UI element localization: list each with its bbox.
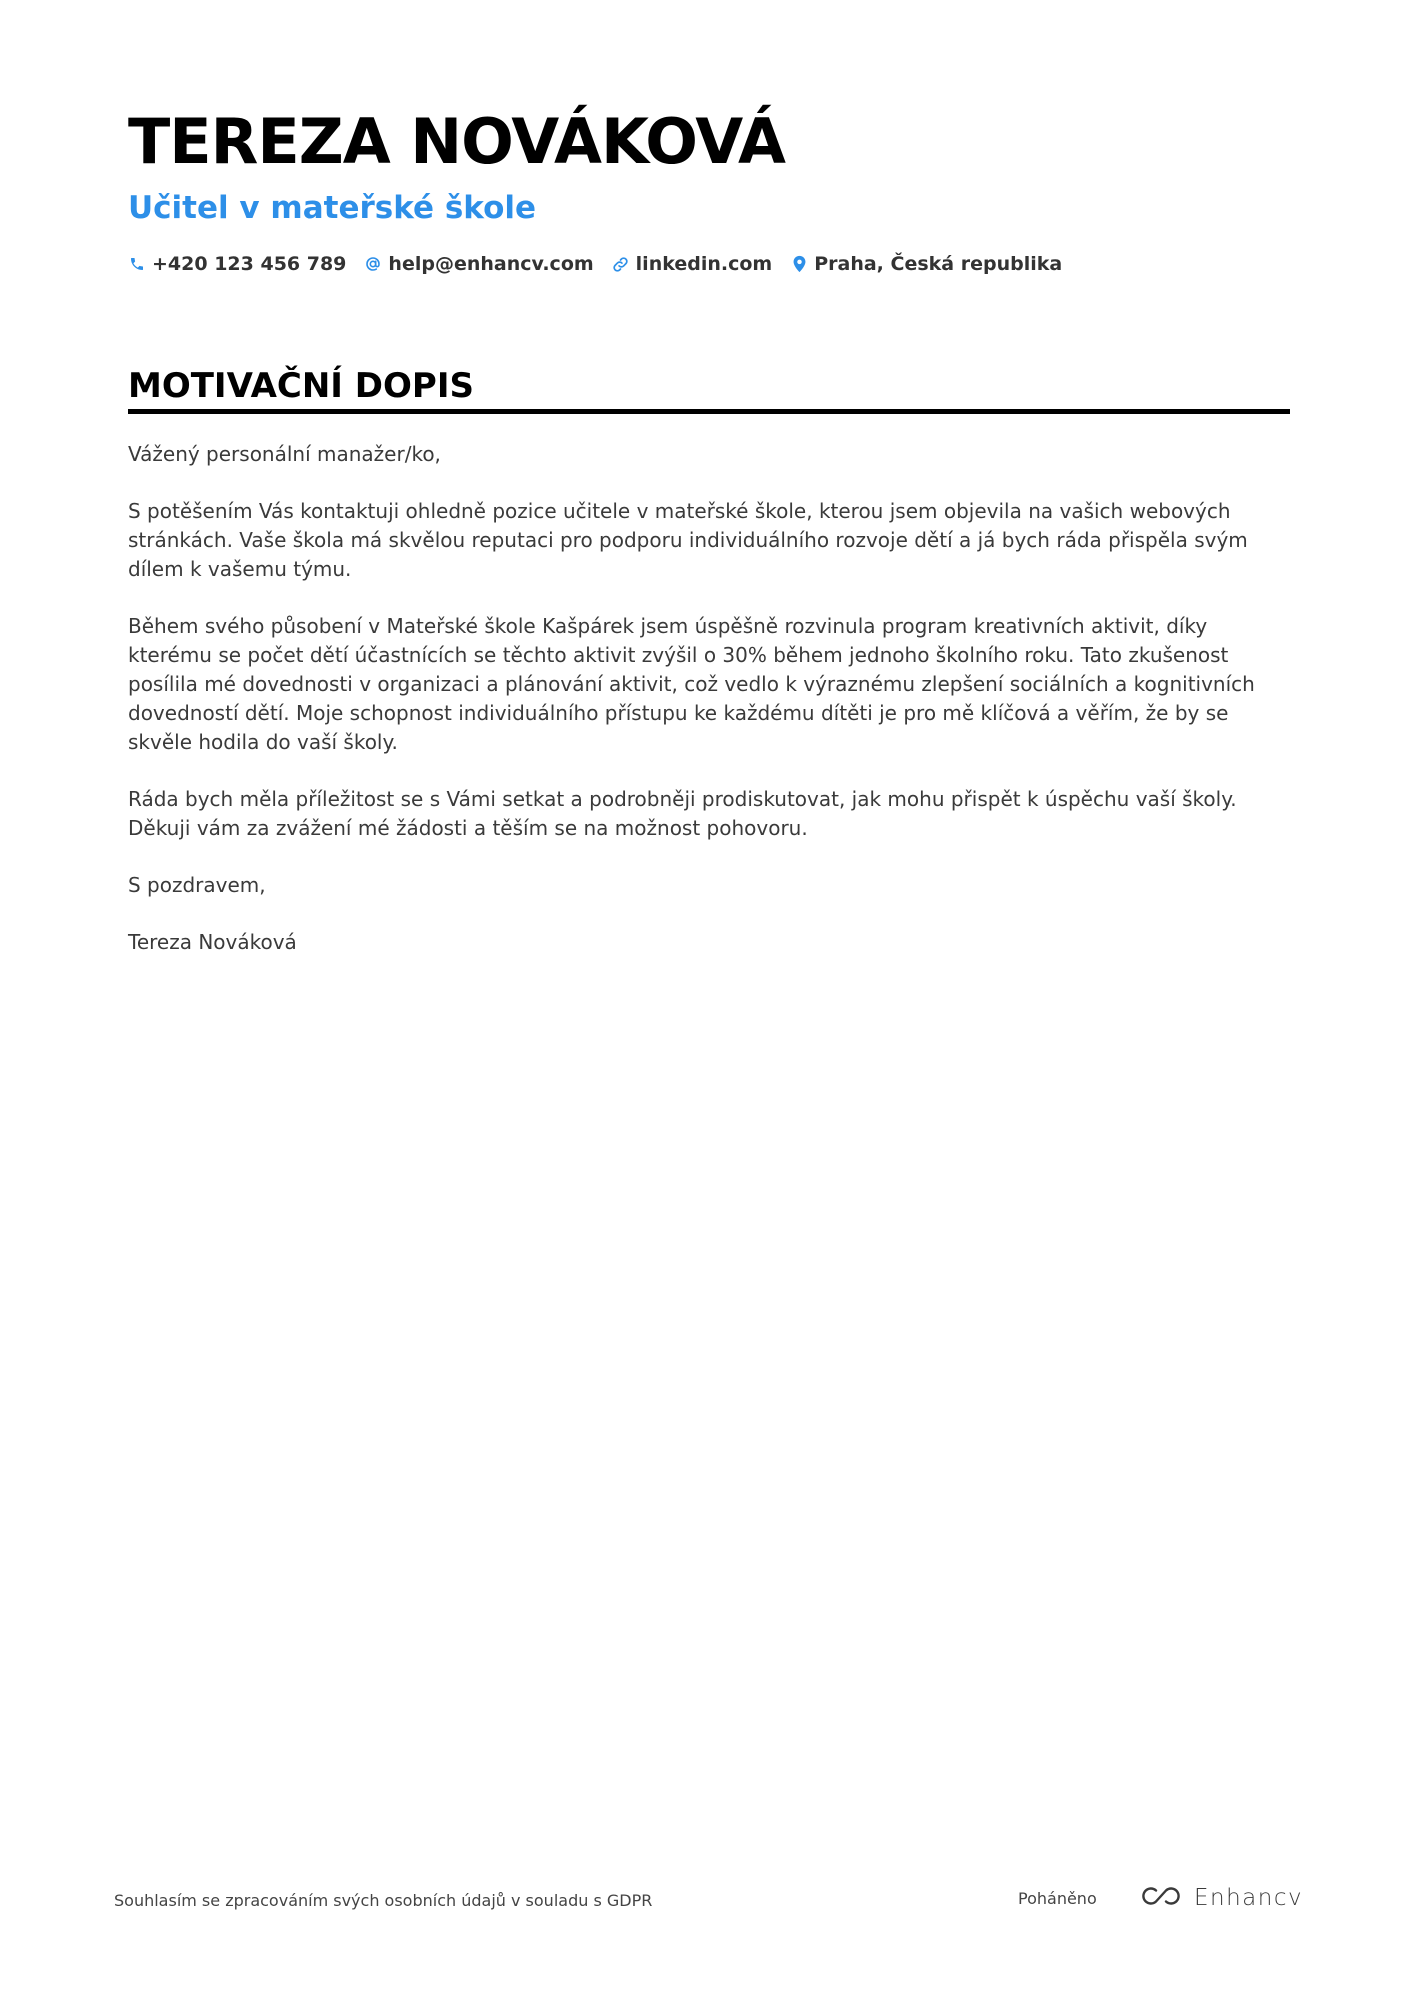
enhancv-logo-text: Enhancv xyxy=(1194,1885,1304,1911)
gdpr-consent-text: Souhlasím se zpracováním svých osobních údajů v souladu s GDPR xyxy=(114,1891,653,1910)
contact-location-text: Praha, Česká republika xyxy=(814,253,1063,275)
powered-by-label: Poháněno xyxy=(1018,1889,1097,1908)
letter-salutation: Vážený personální manažer/ko, xyxy=(128,442,441,466)
letter-paragraph: Ráda bych měla příležitost se s Vámi setkat a podrobněji prodiskutovat, jak mohu přispět k úspěchu vaší školy. Děkuji vám za zvážení mé žádosti a těším se na možnost pohovoru. xyxy=(128,787,1237,840)
phone-icon xyxy=(128,255,146,273)
contact-phone-text: +420 123 456 789 xyxy=(152,253,347,275)
enhancv-logo-icon xyxy=(1138,1884,1184,1912)
section-divider xyxy=(128,409,1290,414)
letter-paragraph: Během svého působení v Mateřské škole Kašpárek jsem úspěšně rozvinula program kreativních aktivit, díky kterému se počet dětí účastnících se těchto aktivit zvýšil o 30% během jednoho školního roku. Tato zkušenost posílila mé dovednosti v organizaci a plánování aktivit, což vedlo k výraznému zlepšení sociálních a kognitivních dovedností dětí. Moje schopnost individuálního přístupu ke každému dítěti je pro mě klíčová a věřím, že by se skvěle hodila do vaší školy. xyxy=(128,614,1255,754)
job-title: Učitel v mateřské škole xyxy=(128,190,537,226)
contact-linkedin-text[interactable]: linkedin.com xyxy=(635,253,773,275)
contact-bar xyxy=(128,253,1062,275)
contact-phone xyxy=(128,253,346,275)
letter-body xyxy=(128,440,1290,985)
link-icon xyxy=(612,255,630,273)
location-pin-icon xyxy=(790,255,808,273)
letter-closing: S pozdravem, xyxy=(128,873,266,897)
enhancv-logo[interactable] xyxy=(1138,1884,1303,1912)
contact-email[interactable] xyxy=(364,253,593,275)
candidate-name: TEREZA NOVÁKOVÁ xyxy=(128,105,786,178)
contact-location xyxy=(790,253,1062,275)
section-heading: MOTIVAČNÍ DOPIS xyxy=(128,366,474,406)
letter-signature: Tereza Nováková xyxy=(128,930,297,954)
contact-email-text[interactable]: help@enhancv.com xyxy=(388,253,594,275)
letter-paragraph: S potěšením Vás kontaktuji ohledně pozice učitele v mateřské škole, kterou jsem objevila na vašich webových stránkách. Vaše škola má skvělou reputaci pro podporu individuálního rozvoje dětí a já bych ráda přispěla svým dílem k vašemu týmu. xyxy=(128,499,1248,581)
contact-linkedin[interactable] xyxy=(612,253,773,275)
at-icon xyxy=(364,255,382,273)
